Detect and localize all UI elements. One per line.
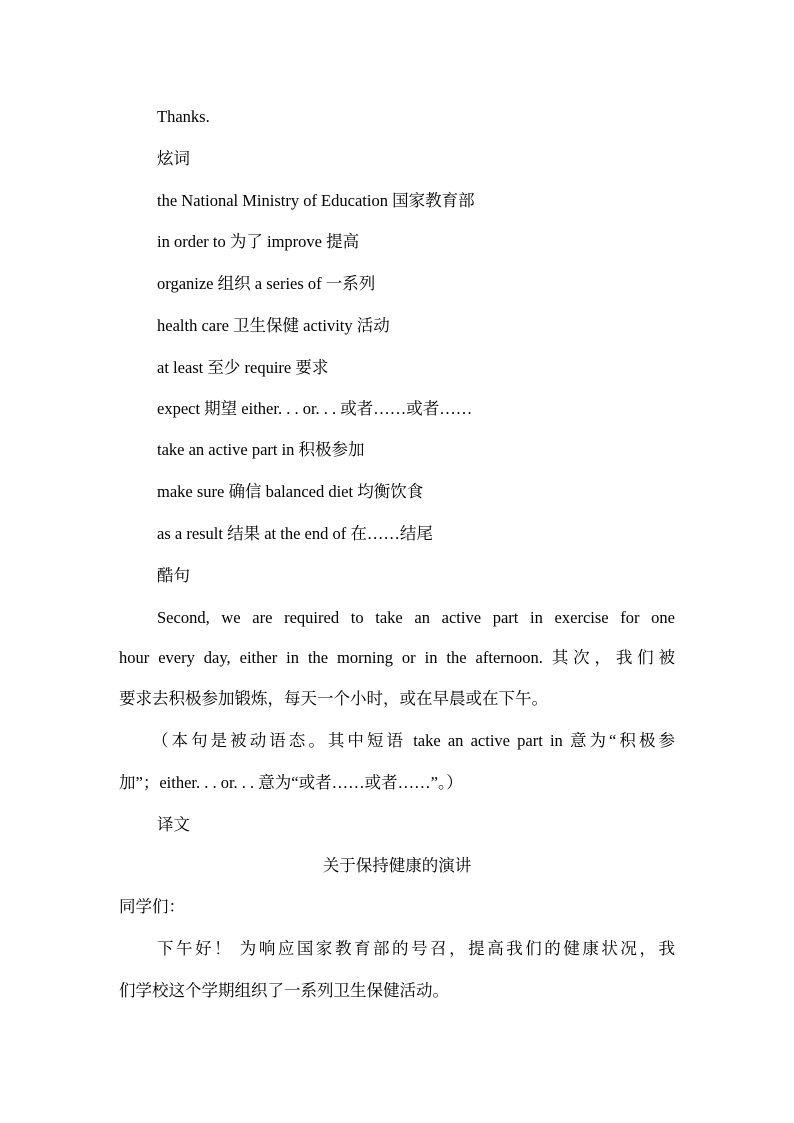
sentence-heading: 酷句: [157, 566, 190, 585]
sentence-line: 要求去积极参加锻炼，每天一个小时，或在早晨或在下午。: [119, 689, 548, 708]
note-line: 加”；either. . . or. . . 意为“或者……或者……”。）: [119, 773, 463, 792]
sentence-line: hour every day, either in the morning or in the afternoon. 其次，我们被: [119, 648, 675, 667]
vocab-item: at least 至少 require 要求: [157, 358, 329, 377]
vocab-item: make sure 确信 balanced diet 均衡饮食: [157, 482, 424, 501]
sentence-line: Second, we are required to take an active part in exercise for one: [157, 608, 675, 627]
closing-text: Thanks.: [157, 107, 210, 126]
vocab-item: expect 期望 either. . . or. . . 或者……或者……: [157, 399, 473, 418]
greeting-text: 同学们：: [119, 897, 185, 916]
vocab-item: organize 组织 a series of 一系列: [157, 274, 376, 293]
vocab-item: in order to 为了 improve 提高: [157, 232, 360, 251]
vocab-item: as a result 结果 at the end of 在……结尾: [157, 524, 433, 543]
translation-heading: 译文: [157, 815, 190, 834]
body-line: 们学校这个学期组织了一系列卫生保健活动。: [119, 981, 449, 1000]
note-line: （本句是被动语态。其中短语 take an active part in 意为“积极参: [152, 731, 675, 750]
vocab-heading: 炫词: [157, 149, 190, 168]
vocab-item: health care 卫生保健 activity 活动: [157, 316, 390, 335]
translation-title: 关于保持健康的演讲: [322, 856, 472, 875]
body-line: 下午好！ 为响应国家教育部的号召，提高我们的健康状况，我: [157, 939, 675, 958]
vocab-item: take an active part in 积极参加: [157, 440, 365, 459]
vocab-item: the National Ministry of Education 国家教育部: [157, 191, 475, 210]
